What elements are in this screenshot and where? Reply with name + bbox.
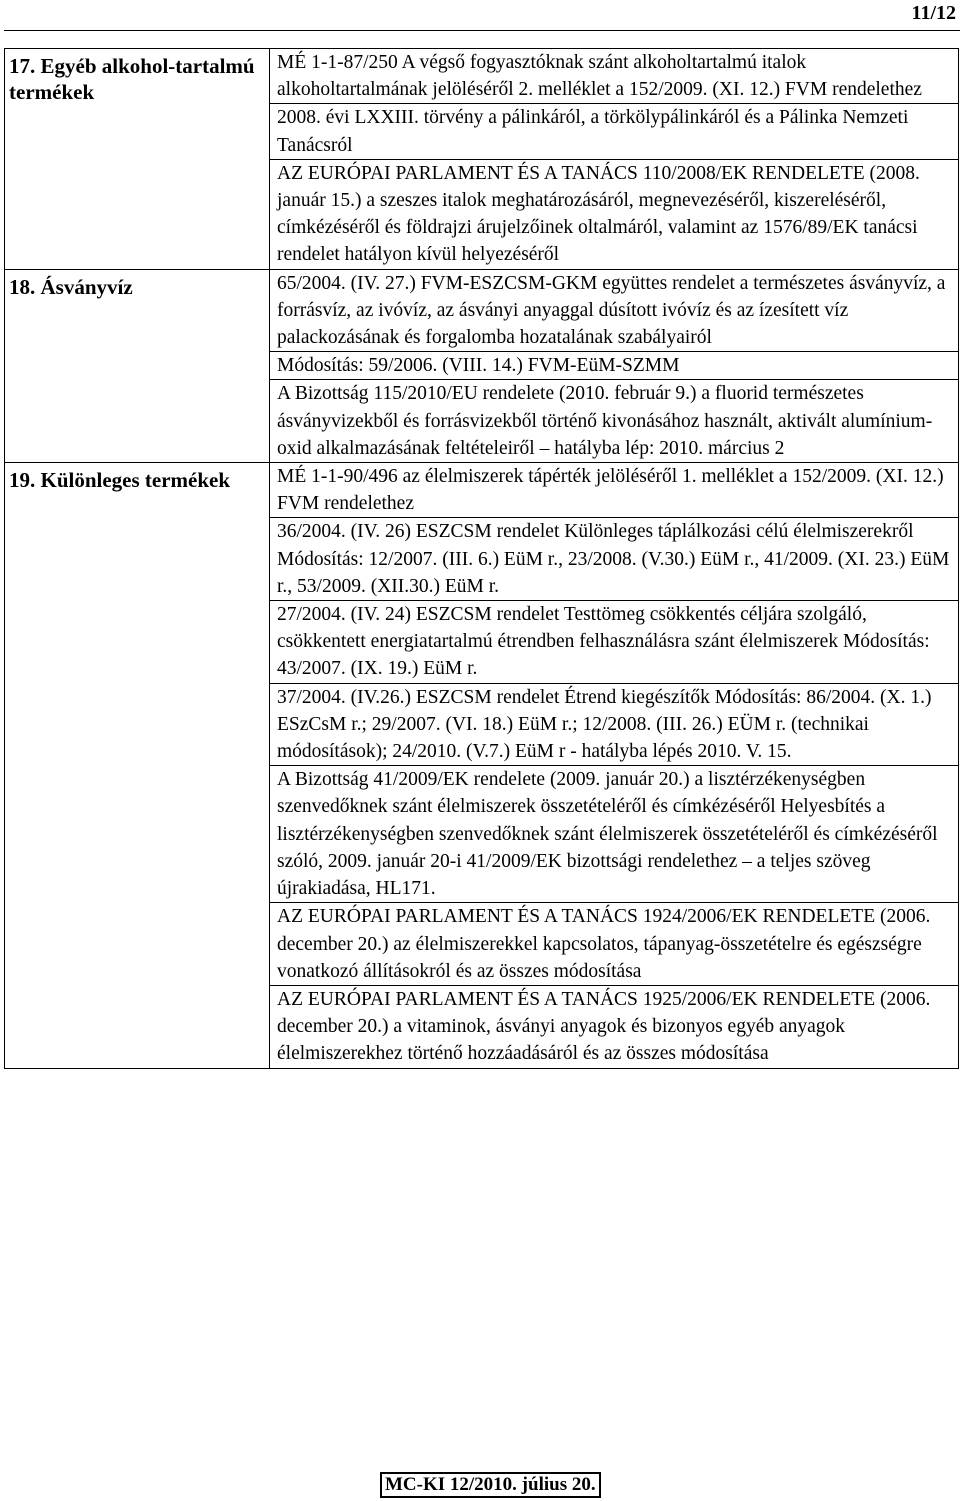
regulations-table bbox=[4, 48, 959, 1069]
regulation-entry: 27/2004. (IV. 24) ESZCSM rendelet Testtömeg csökkentés céljára szolgáló, csökkentett energiatartalmú étrendben felhasználásra szánt élelmiszerek Módosítás: 43/2007. (IX. 19.) EüM r. bbox=[270, 601, 958, 684]
regulations-cell bbox=[270, 269, 959, 462]
regulation-entry: 37/2004. (IV.26.) ESZCSM rendelet Étrend kiegészítők Módosítás: 86/2004. (X. 1.) ESzCsM r.; 29/2007. (VI. 18.) EüM r.; 12/2008. (III. 26.) EÜM r. (technikai módosítások); 24/2010. (V.7.) EüM r - hatályba lépés 2010. V. 15. bbox=[270, 684, 958, 767]
category-cell bbox=[5, 463, 270, 1068]
regulation-entry: 65/2004. (IV. 27.) FVM-ESZCSM-GKM együttes rendelet a természetes ásványvíz, a forrásvíz, az ivóvíz, az ásványi anyaggal dúsított ivóvíz és az ízesített víz palackozásának és forgalomba hozatalának szabályairól bbox=[270, 270, 958, 353]
regulation-entry: 36/2004. (IV. 26) ESZCSM rendelet Különleges táplálkozási célú élelmiszerekről Módosítás: 12/2007. (III. 6.) EüM r., 23/2008. (V.30.) EüM r., 41/2009. (XI. 23.) EüM r., 53/2009. (XII.30.) EüM r. bbox=[270, 518, 958, 601]
table-row bbox=[5, 463, 959, 1068]
regulation-entry: AZ EURÓPAI PARLAMENT ÉS A TANÁCS 1925/2006/EK RENDELETE (2006. december 20.) a vitaminok, ásványi anyagok és bizonyos egyéb anyagok élelmiszerekhez történő hozzáadásáról és az összes módosítása bbox=[277, 988, 931, 1065]
regulation-entry: Módosítás: 59/2006. (VIII. 14.) FVM-EüM-SZMM bbox=[270, 352, 958, 380]
regulation-entry: MÉ 1-1-90/496 az élelmiszerek tápérték jelöléséről 1. melléklet a 152/2009. (XI. 12.) FVM rendelethez bbox=[270, 463, 958, 518]
regulation-entry: 2008. évi LXXIII. törvény a pálinkáról, a törkölypálinkáról és a Pálinka Nemzeti Tanácsról bbox=[270, 104, 958, 159]
regulation-entry: AZ EURÓPAI PARLAMENT ÉS A TANÁCS 110/2008/EK RENDELETE (2008. január 15.) a szeszes italok meghatározásáról, megnevezéséről, kiszereléséről, címkézéséről és földrajzi árujelzőinek oltalmáról, valamint az 1576/89/EK tanácsi rendelet hatályon kívül helyezéséről bbox=[277, 162, 920, 266]
category-label: 17. Egyéb alkohol-tartalmú termékek bbox=[9, 54, 255, 104]
category-cell bbox=[5, 269, 270, 462]
regulations-cell bbox=[270, 463, 959, 1068]
table-row bbox=[5, 269, 959, 462]
category-label: 19. Különleges termékek bbox=[9, 468, 231, 493]
regulation-entry: A Bizottság 41/2009/EK rendelete (2009. január 20.) a lisztérzékenységben szenvedőknek szánt élelmiszerek összetételéről és címkézéséről Helyesbítés a lisztérzékenységben szenvedőknek szánt élelmiszerek összetételéről és címkézéséről szóló, 2009. január 20-i 41/2009/EK bizottsági rendelethez – a teljes szöveg újrakiadása, HL171. bbox=[270, 766, 958, 903]
footer-reference: MC-KI 12/2010. július 20. bbox=[380, 1472, 601, 1498]
regulation-entry: MÉ 1-1-87/250 A végső fogyasztóknak szánt alkoholtartalmú italok alkoholtartalmának jelöléséről 2. melléklet a 152/2009. (XI. 12.) FVM rendelethez bbox=[270, 49, 958, 104]
page-number: 11/12 bbox=[911, 2, 956, 24]
category-label: 18. Ásványvíz bbox=[9, 274, 133, 299]
table-row bbox=[5, 49, 959, 270]
regulation-entry: A Bizottság 115/2010/EU rendelete (2010. február 9.) a fluorid természetes ásványvizekből és forrásvizekből történő kivonásához használt, aktivált alumínium-oxid alkalmazásának feltételeiről – hatályba lép: 2010. március 2 bbox=[277, 383, 933, 459]
header-divider bbox=[4, 30, 960, 31]
regulations-cell bbox=[270, 49, 959, 270]
category-cell bbox=[5, 49, 270, 270]
regulation-entry: AZ EURÓPAI PARLAMENT ÉS A TANÁCS 1924/2006/EK RENDELETE (2006. december 20.) az élelmiszerekkel kapcsolatos, tápanyag-összetételre és egészségre vonatkozó állításokról és az összes módosítása bbox=[270, 903, 958, 986]
